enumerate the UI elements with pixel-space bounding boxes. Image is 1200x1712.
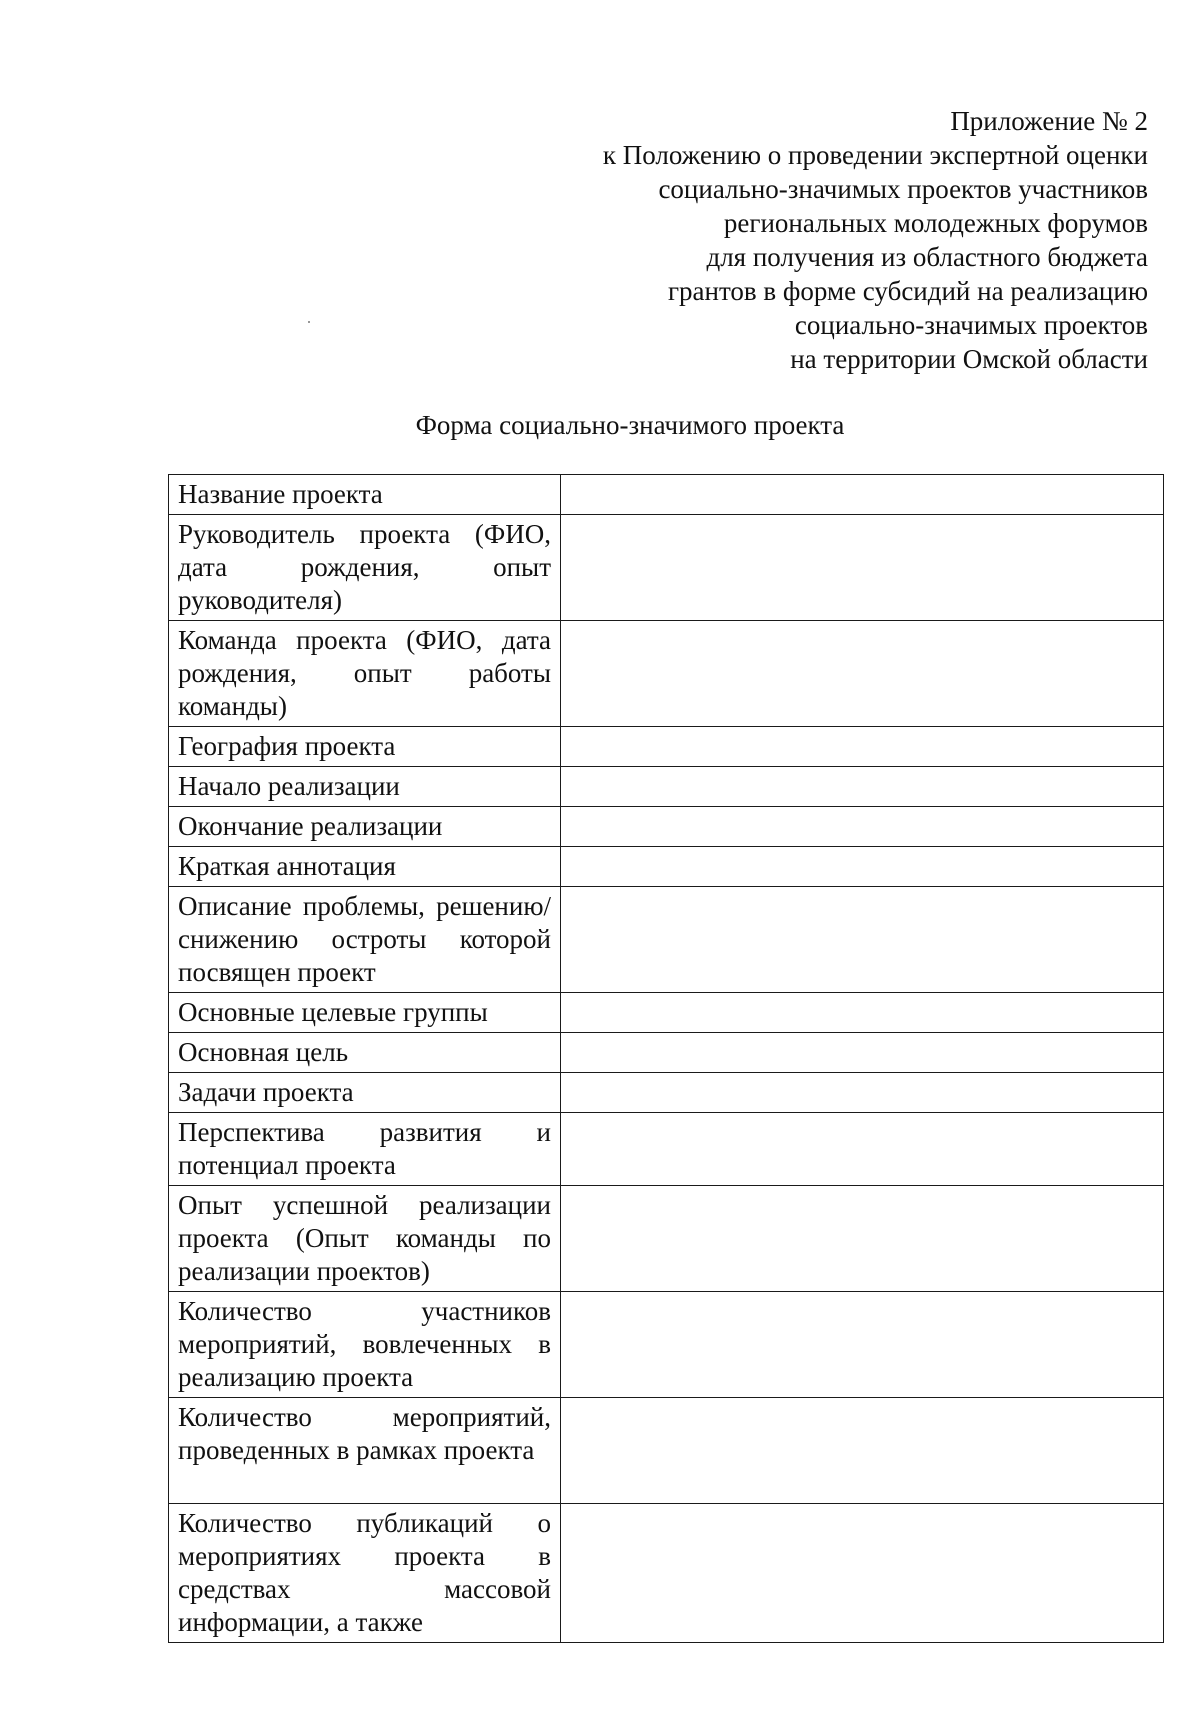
row-value-cell[interactable] (561, 1113, 1164, 1186)
row-label: Количество публикаций о мероприятиях проекта в средствах массовой информации, а также (169, 1504, 561, 1643)
row-value-cell[interactable] (561, 847, 1164, 887)
project-form-table (168, 474, 1164, 1643)
appendix-header-line: региональных молодежных форумов (723, 208, 1148, 238)
row-label: Основные целевые группы (169, 993, 561, 1033)
row-label: Перспектива развития и потенциал проекта (169, 1113, 561, 1186)
row-value-cell[interactable] (561, 767, 1164, 807)
row-label: Краткая аннотация (169, 847, 561, 887)
row-value-cell[interactable] (561, 621, 1164, 727)
row-value-cell[interactable] (561, 727, 1164, 767)
row-value-cell[interactable] (561, 515, 1164, 621)
row-label: Задачи проекта (169, 1073, 561, 1113)
row-label: Количество участников мероприятий, вовлеченных в реализацию проекта (169, 1292, 561, 1398)
table-row (169, 887, 1164, 993)
table-row (169, 767, 1164, 807)
row-value-cell[interactable] (561, 887, 1164, 993)
table-row (169, 1073, 1164, 1113)
appendix-header-line: социально-значимых проектов участников (658, 174, 1148, 204)
row-label: Окончание реализации (169, 807, 561, 847)
row-value-cell[interactable] (561, 993, 1164, 1033)
appendix-header-line: социально-значимых проектов (794, 310, 1148, 340)
row-value-cell[interactable] (561, 807, 1164, 847)
appendix-header (528, 104, 1148, 376)
row-value-cell[interactable] (561, 1033, 1164, 1073)
table-row (169, 1504, 1164, 1643)
table-row (169, 727, 1164, 767)
appendix-number: Приложение № 2 (950, 106, 1148, 136)
appendix-header-line: к Положению о проведении экспертной оценки (602, 140, 1148, 170)
appendix-header-line: грантов в форме субсидий на реализацию (667, 276, 1148, 306)
row-value-cell[interactable] (561, 1398, 1164, 1504)
table-row (169, 515, 1164, 621)
table-row (169, 1033, 1164, 1073)
row-value-cell[interactable] (561, 1073, 1164, 1113)
table-row (169, 847, 1164, 887)
row-label: Основная цель (169, 1033, 561, 1073)
row-label: География проекта (169, 727, 561, 767)
table-row (169, 621, 1164, 727)
form-title: Форма социально-значимого проекта (415, 410, 845, 440)
table-row (169, 1186, 1164, 1292)
row-value-cell[interactable] (561, 475, 1164, 515)
table-row (169, 993, 1164, 1033)
table-row (169, 1113, 1164, 1186)
appendix-header-line: на территории Омской области (790, 344, 1148, 374)
table-row (169, 1398, 1164, 1504)
row-label: Описание проблемы, решению/снижению остроты которой посвящен проект (169, 887, 561, 993)
row-value-cell[interactable] (561, 1292, 1164, 1398)
row-value-cell[interactable] (561, 1504, 1164, 1643)
row-label: Начало реализации (169, 767, 561, 807)
row-label: Команда проекта (ФИО, дата рождения, опыт работы команды) (169, 621, 561, 727)
table-row (169, 807, 1164, 847)
row-value-cell[interactable] (561, 1186, 1164, 1292)
appendix-header-line: для получения из областного бюджета (706, 242, 1148, 272)
row-label: Руководитель проекта (ФИО, дата рождения, опыт руководителя) (169, 515, 561, 621)
row-label: Опыт успешной реализации проекта (Опыт команды по реализации проектов) (169, 1186, 561, 1292)
table-row (169, 475, 1164, 515)
row-label: Название проекта (169, 475, 561, 515)
table-row (169, 1292, 1164, 1398)
scan-speck (308, 321, 310, 323)
row-label: Количество мероприятий, проведенных в рамках проекта (169, 1398, 561, 1504)
